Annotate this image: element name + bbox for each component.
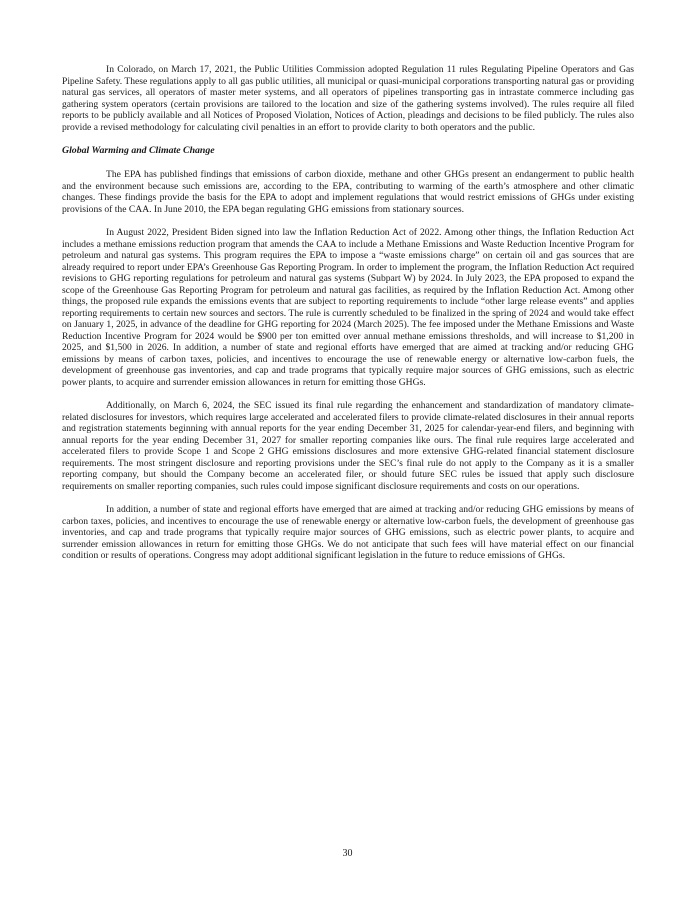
paragraph-sec-climate-rule: Additionally, on March 6, 2024, the SEC issued its final rule regarding the enhancement and standardization of mandatory climate-related disclosures for investors, which requires large accelerated and accelerated filers to provide climate-related disclosures in their annual reports and registration statements beginning with annual reports for the year ending December 31, 2025 for calendar-year-end filers, and beginning with annual reports for the year ending December 31, 2027 for smaller reporting companies like ours. The final rule requires large accelerated and accelerated filers to provide Scope 1 and Scope 2 GHG emissions disclosures and more extensive GHG-related financial statement disclosure requirements. The most stringent disclosure and reporting provisions under the SEC’s final rule do not apply to the Company as it is a smaller reporting company, but should the Company become an accelerated filer, or should future SEC rules be issued that apply such disclosure requirements on smaller reporting companies, such rules could impose significant disclosure requirements and costs on our operations. [62, 400, 634, 492]
paragraph-epa-findings: The EPA has published findings that emissions of carbon dioxide, methane and other GHGs present an endangerment to public health and the environment because such emissions are, according to the EPA, contributing to warming of the earth’s atmosphere and other climatic changes. These findings provide the basis for the EPA to adopt and implement regulations that would restrict emissions of GHGs under existing provisions of the CAA. In June 2010, the EPA began regulating GHG emissions from stationary sources. [62, 169, 634, 215]
section-heading-global-warming: Global Warming and Climate Change [62, 145, 215, 156]
paragraph-colorado-regulation: In Colorado, on March 17, 2021, the Public Utilities Commission adopted Regulation 11 rules Regulating Pipeline Operators and Gas Pipeline Safety. These regulations apply to all gas public utilities, all municipal or quasi-municipal corporations transporting natural gas or providing natural gas services, all operators of master meter systems, and all operators of pipelines transporting gas in intrastate commerce including gas gathering system operators (certain provisions are tailored to the location and size of the gathering systems involved). The rules require all filed reports to be publicly available and all Notices of Proposed Violation, Notices of Action, pleadings and decisions to be filed publicly. The rules also provide a revised methodology for calculating civil penalties in an effort to provide clarity to both operators and the public. [62, 64, 634, 133]
page-number: 30 [342, 848, 353, 859]
document-body [62, 64, 634, 574]
paragraph-inflation-reduction-act: In August 2022, President Biden signed into law the Inflation Reduction Act of 2022. Among other things, the Inflation Reduction Act includes a methane emissions reduction program that amends the CAA to include a Methane Emissions and Waste Reduction Incentive Program for petroleum and natural gas systems. This program requires the EPA to impose a “waste emissions charge” on certain oil and gas sources that are already required to report under EPA’s Greenhouse Gas Reporting Program. In order to implement the program, the Inflation Reduction Act required revisions to GHG reporting regulations for petroleum and natural gas systems (Subpart W) by 2024. In July 2023, the EPA proposed to expand the scope of the Greenhouse Gas Reporting Program for petroleum and natural gas facilities, as required by the Inflation Reduction Act. Among other things, the proposed rule expands the emissions events that are subject to reporting requirements to include “other large release events” and applies reporting requirements to certain new sources and sectors. The rule is currently scheduled to be finalized in the spring of 2024 and would take effect on January 1, 2025, in advance of the deadline for GHG reporting for 2024 (March 2025). The fee imposed under the Methane Emissions and Waste Reduction Incentive Program for 2024 would be $900 per ton emitted over annual methane emissions thresholds, and will increase to $1,200 in 2025, and $1,500 in 2026. In addition, a number of state and regional efforts have emerged that are aimed at tracking and/or reducing GHG emissions by means of carbon taxes, policies, and incentives to encourage the use of renewable energy or alternative low-carbon fuels, the development of greenhouse gas inventories, and cap and trade programs that typically require major sources of GHG emissions, such as electric power plants, to acquire and surrender emission allowances in return for emitting those GHGs. [62, 227, 634, 388]
paragraph-state-regional-efforts: In addition, a number of state and regional efforts have emerged that are aimed at tracking and/or reducing GHG emissions by means of carbon taxes, policies, and incentives to encourage the use of renewable energy or alternative low-carbon fuels, the development of greenhouse gas inventories, and cap and trade programs that typically require major sources of GHG emissions, such as electric power plants, to acquire and surrender emission allowances in return for emitting those GHGs. We do not anticipate that such fees will have material effect on our financial condition or results of operations. Congress may adopt additional significant legislation in the future to reduce emissions of GHGs. [62, 504, 634, 561]
